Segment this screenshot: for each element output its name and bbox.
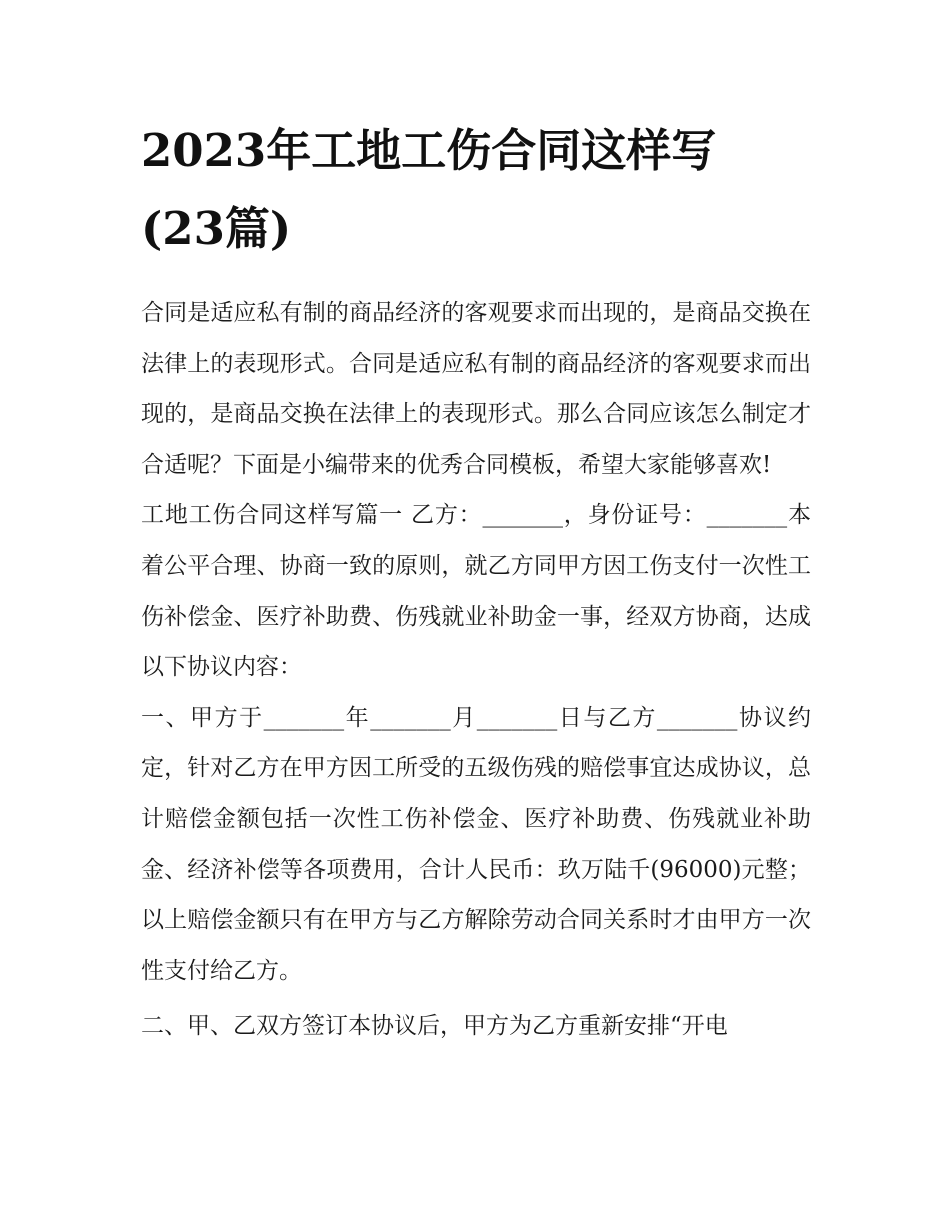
intro-paragraph: 合同是适应私有制的商品经济的客观要求而出现的，是商品交换在法律上的表现形式。合同是适应私有制的商品经济的客观要求而出现的，是商品交换在法律上的表现形式。那么合同应该怎么制定才合适呢？下面是小编带来的优秀合同模板，希望大家能够喜欢! [141, 300, 811, 478]
document-title [141, 112, 811, 268]
title-line-2: (23篇) [141, 202, 292, 255]
title-line-1: 2023年工地工伤合同这样写 [141, 124, 717, 177]
clause-two-paragraph: 二、甲、乙双方签订本协议后，甲方为乙方重新安排“开电 [141, 1013, 728, 1040]
document-page [141, 112, 811, 1052]
clause-one-paragraph: 一、甲方于_______年_______月_______日与乙方_______协议约定，针对乙方在甲方因工所受的五级伤残的赔偿事宜达成协议，总计赔偿金额包括一次性工伤补偿金、医疗补助费、伤残就业补助金、经济补偿等各项费用，合计人民币：玖万陆千(96000)元整；以上赔偿金额只有在甲方与乙方解除劳动合同关系时才由甲方一次性支付给乙方。 [141, 704, 811, 984]
section-one-heading-paragraph: 工地工伤合同这样写篇一 乙方：_______，身份证号：_______本着公平合理、协商一致的原则，就乙方同甲方因工伤支付一次性工伤补偿金、医疗补助费、伤残就业补助金一事，经双方协商，达成以下协议内容： [141, 502, 811, 681]
